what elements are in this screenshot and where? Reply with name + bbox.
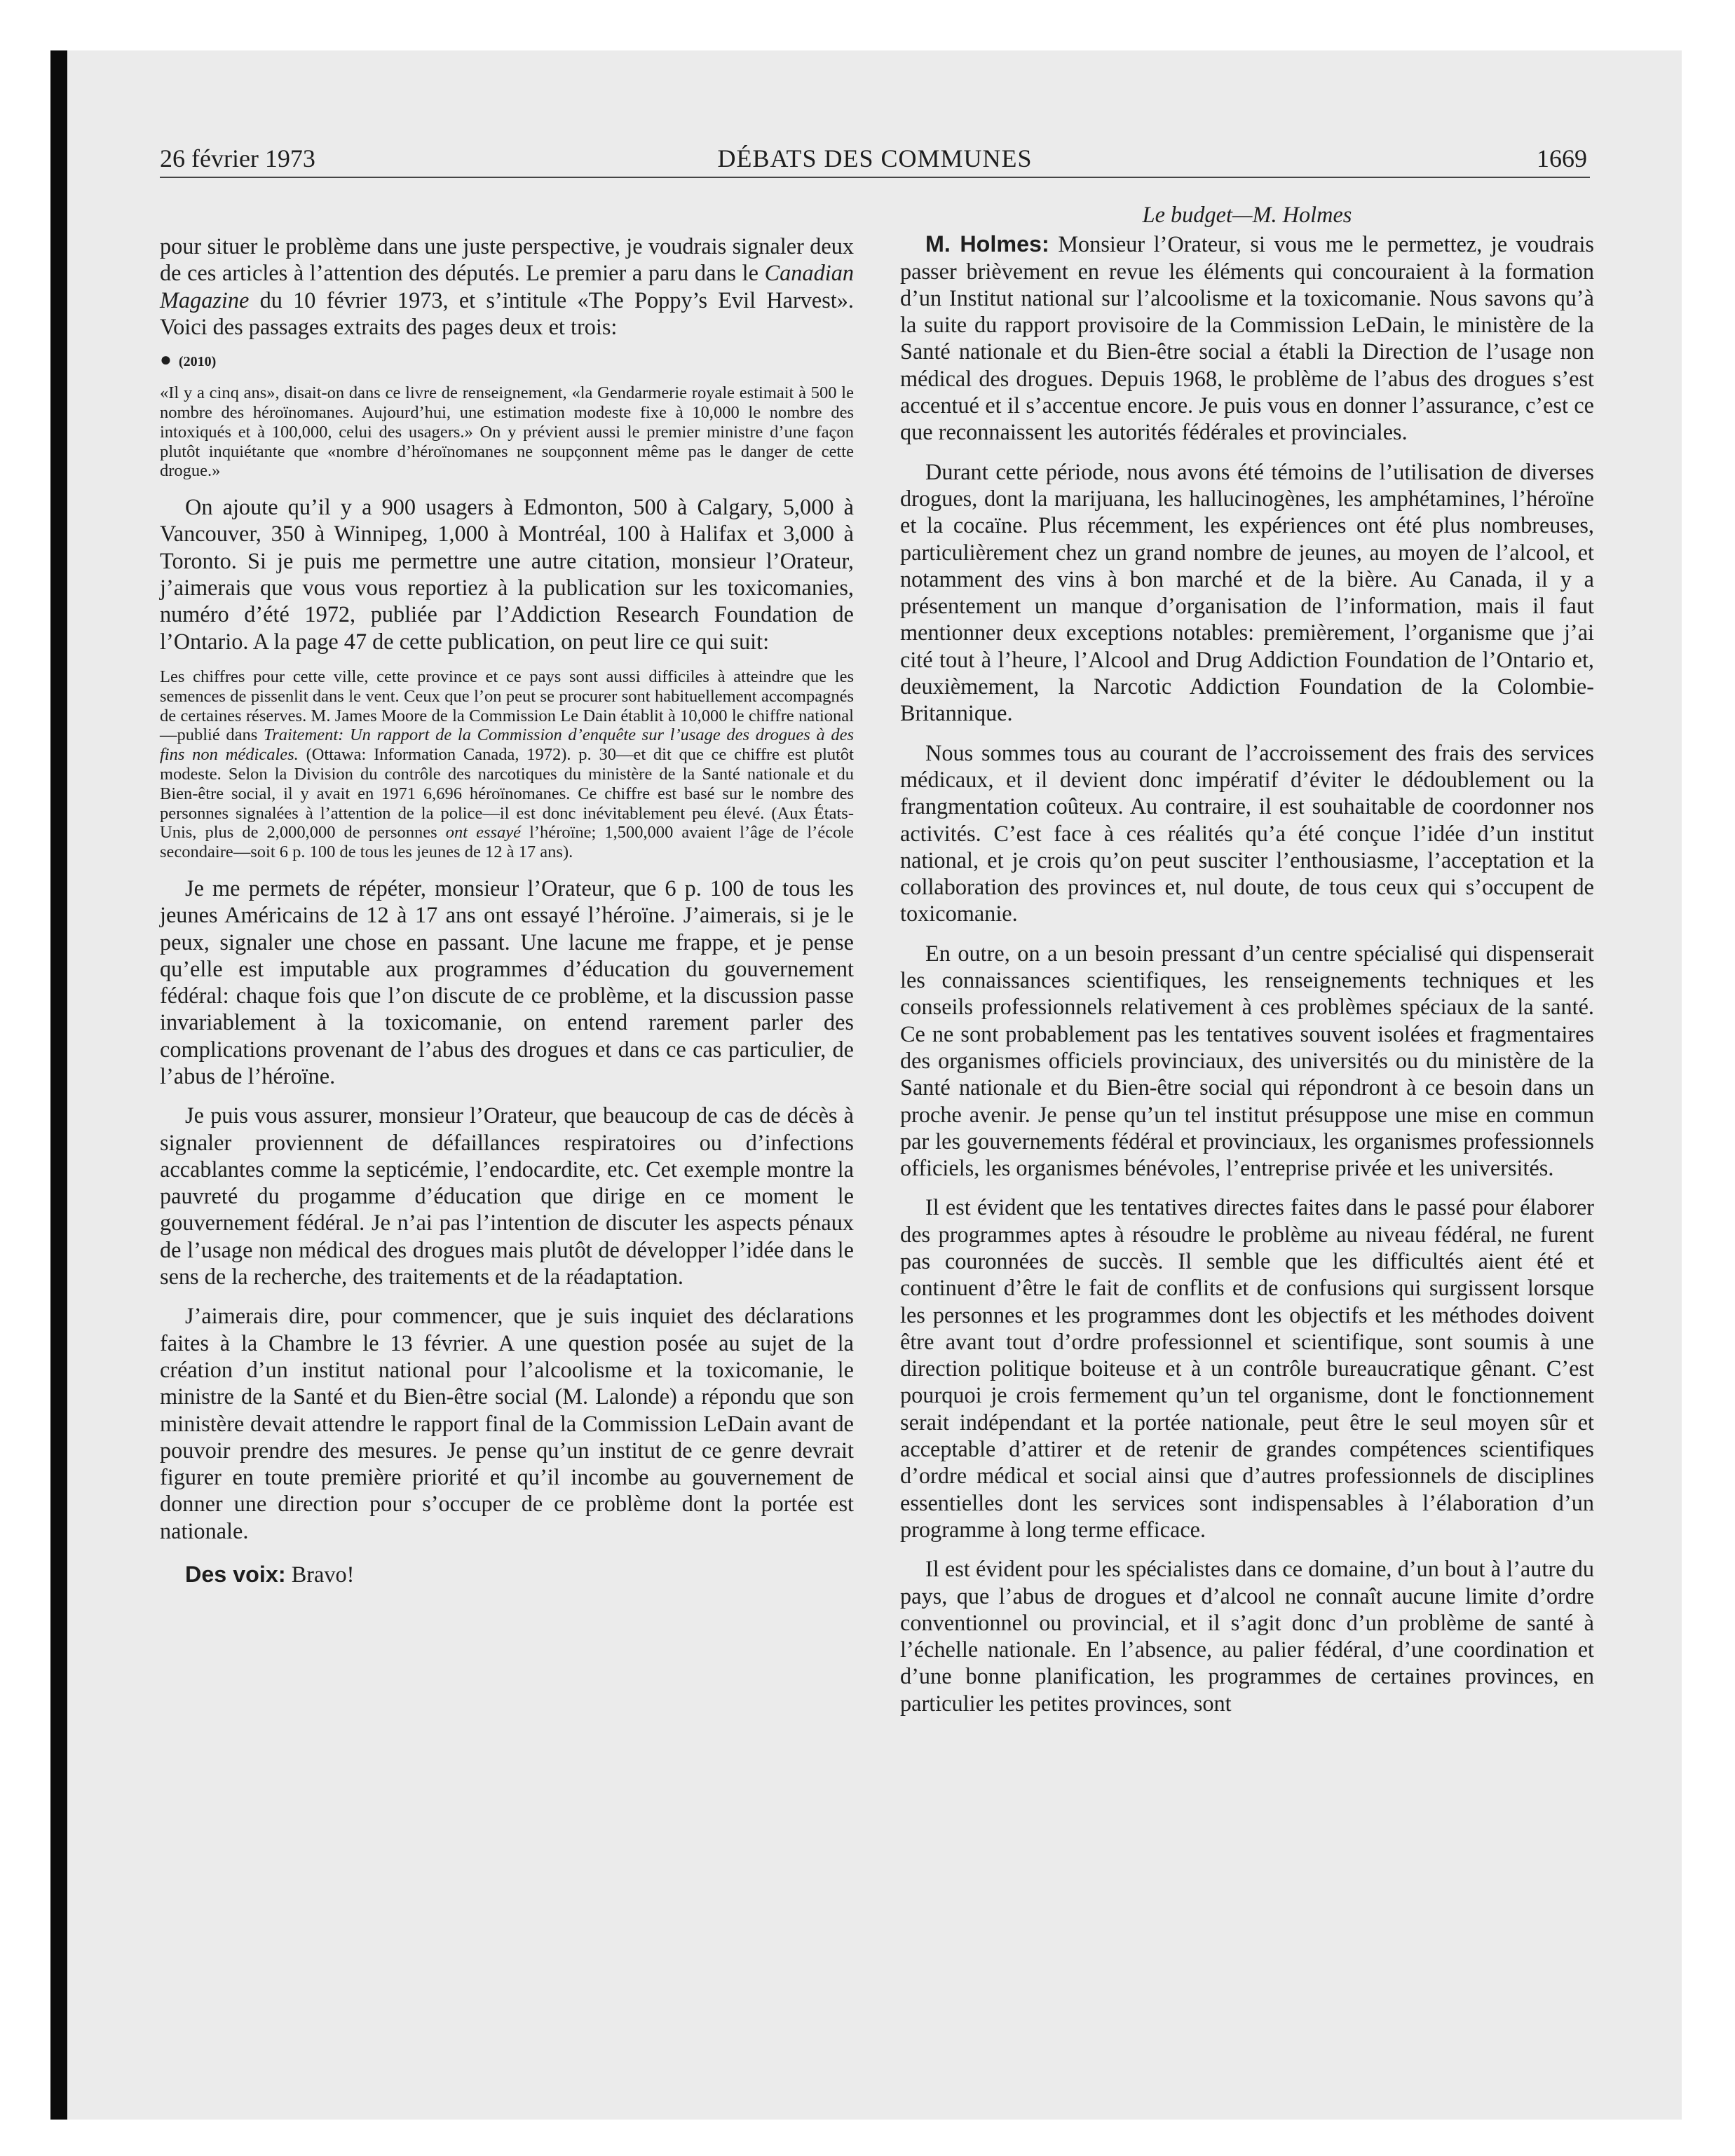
paragraph: pour situer le problème dans une juste perspective, je voudrais signaler deux de ces articles à l’attention des députés. Le premier a paru dans le Canadian Magazine du 10 février 1973, et s’intitule «The Poppy’s Evil Harvest». Voici des passages extraits des pages deux et trois: bbox=[160, 233, 855, 339]
paragraph: Durant cette période, nous avons été témoins de l’utilisation de diverses drogues, dont la marijuana, les hallucinogènes, les amphétamines, l’héroïne et la cocaïne. Plus récemment, les expériences ont été plus nombreuses, particulièrement chez un grand nombre de jeunes, au moyen de l’alcool, et notamment des vins à bon marché et de la bière. Au Canada, il y a présentement un manque d’organisation de l’information, mais il faut mentionner deux exceptions notables: premièrement, l’organisme que j’ai cité tout à l’heure, l’Alcool and Drug Addiction Foundation de l’Ontario et, deuxièmement, la Narcotic Addiction Foundation de la Colombie-Britannique. bbox=[900, 458, 1594, 726]
paragraph: En outre, on a un besoin pressant d’un centre spécialisé qui dispenserait les connaissances scientifiques, les renseignements techniques et les conseils professionnels relativement à ces problèmes spéciaux de la santé. Ce ne sont probablement pas les tentatives souvent isolées et fragmentaires des organismes officiels provinciaux, des universités ou du ministère de la Santé nationale et du Bien-être social qui répondront à ce besoin dans un proche avenir. Je pense qu’un tel institut présuppose une mise en commun par les gouvernements fédéral et provinciaux, les organismes professionnels officiels, les organismes bénévoles, l’entreprise privée et les universités. bbox=[900, 940, 1594, 1181]
left-column bbox=[160, 233, 854, 1588]
paragraph: Nous sommes tous au courant de l’accroissement des frais des services médicaux, et il devient donc impératif d’éviter le dédoublement ou la frangmentation coûteux. Au contraire, il est souhaitable de coordonner nos activités. C’est face à ces réalités qu’a été conçue l’idée d’un institut national, et je crois qu’on peut susciter l’enthousiasme, l’acceptation et la collaboration des provinces et, nul doute, de tous ceux qui s’occupent de toxicomanie. bbox=[900, 739, 1594, 927]
paragraph: M. Holmes: Monsieur l’Orateur, si vous me le permettez, je voudrais passer brièvement en revue les éléments qui concouraient à la formation d’un Institut national sur l’alcoolisme et la toxicomanie. Nous savons qu’à la suite du rapport provisoire de la Commission LeDain, le ministère de la Santé nationale et du Bien-être social a établi la Direction de l’usage non médical des drogues. Depuis 1968, le problème de l’abus des drogues s’est accentué et il s’accentue encore. Je puis vous en donner l’assurance, c’est ce que reconnaissent les autorités fédérales et provinciales. bbox=[900, 231, 1594, 445]
scan-edge-bar bbox=[50, 50, 67, 2120]
running-head: Le budget—M. Holmes bbox=[1142, 202, 1352, 227]
header-title: DÉBATS DES COMMUNES bbox=[717, 144, 1033, 172]
paragraph: Il est évident pour les spécialistes dans ce domaine, d’un bout à l’autre du pays, que l’abus de drogues et d’alcool ne connaît aucune limite d’ordre conventionnel ou provincial, et il s’agit donc d’un problème de santé à l’échelle nationale. En l’absence, au palier fédéral, d’une coordination et d’une bonne planification, les programmes de certaines provinces, en particulier les petites provinces, sont bbox=[900, 1556, 1594, 1716]
page-header bbox=[160, 143, 1590, 178]
header-page-number: 1669 bbox=[1537, 144, 1587, 172]
interjection: Des voix: Bravo! bbox=[185, 1562, 355, 1588]
block-quote: «Il y a cinq ans», disait-on dans ce livre de renseignement, «la Gendarmerie royale estimait à 500 le nombre des héroïnomanes. Aujourd’hui, une estimation modeste fixe à 10,000 le nombre des intoxiqués et à 100,000, celui des usagers.» On y prévient aussi le premier ministre d’une façon plutôt inquiétante que «nombre d’héroïnomanes ne soupçonnent même pas le danger de cette drogue.» bbox=[160, 383, 854, 481]
right-column bbox=[900, 201, 1594, 1717]
paragraph: J’aimerais dire, pour commencer, que je suis inquiet des déclarations faites à la Chambre le 13 février. A une question posée au sujet de la création d’un institut national pour l’alcoolisme et la toxicomanie, le ministre de la Santé et du Bien-être social (M. Lalonde) a répondu que son ministère devait attendre le rapport final de la Commission LeDain avant de pouvoir prendre des mesures. Je pense qu’un institut de ce genre devrait figurer en toute première priorité et qu’il incombe au gouvernement de donner une direction pour s’occuper de ce problème dont la portée est nationale. bbox=[160, 1303, 854, 1543]
paragraph: Je me permets de répéter, monsieur l’Orateur, que 6 p. 100 de tous les jeunes Américains de 12 à 17 ans ont essayé l’héroïne. J’aimerais, si je le peux, signaler une chose en passant. Une lacune me frappe, et je pense qu’elle est imputable aux programmes d’éducation du gouvernement fédéral: chaque fois que l’on discute de ce problème, et la discussion passe invariablement à la toxicomanie, on entend rarement parler des complications provenant de l’abus des drogues et dans ce cas particulier, de l’abus de l’héroïne. bbox=[160, 875, 854, 1089]
paragraph: Je puis vous assurer, monsieur l’Orateur, que beaucoup de cas de décès à signaler proviennent de défaillances respiratoires ou d’infections accablantes comme la septicémie, l’endocardite, etc. Cet exemple montre la pauvreté du progamme d’éducation que dirige en ce moment le gouvernement fédéral. Je n’ai pas l’intention de discuter les aspects pénaux de l’usage non médical des drogues mais plutôt de développer l’idée dans le sens de la recherche, des traitements et de la réadaptation. bbox=[160, 1103, 854, 1290]
time-marker: ● (2010) bbox=[160, 349, 217, 371]
paragraph: On ajoute qu’il y a 900 usagers à Edmonton, 500 à Calgary, 5,000 à Vancouver, 350 à Winnipeg, 1,000 à Montréal, 100 à Halifax et 3,000 à Toronto. Si je puis me permettre une autre citation, monsieur l’Orateur, j’aimerais que vous vous reportiez à la publication sur les toxicomanies, numéro d’été 1972, publiée par l’Addiction Research Foundation de l’Ontario. A la page 47 de cette publication, on peut lire ce qui suit: bbox=[160, 494, 854, 654]
bullet-icon: ● bbox=[160, 349, 172, 371]
speaker-name: M. Holmes: bbox=[925, 231, 1049, 257]
header-date: 26 février 1973 bbox=[160, 144, 315, 172]
paragraph: Il est évident que les tentatives directes faites dans le passé pour élaborer des programmes aptes à résoudre le problème au niveau fédéral, ne furent pas couronnées de succès. Il semble que les difficultés aient été et continuent d’être le fait de conflits et de confusions qui surgissent lorsque les personnes et les programmes dont les objectifs et les méthodes doivent être avant tout d’ordre professionnel et scientifique, sont soumis à une direction politique boiteuse et à un contrôle bureaucratique gênant. C’est pourquoi je crois fermement qu’un tel organisme, dont le fonctionnement serait indépendant et la portée nationale, peut être le seul moyen sûr et acceptable d’attirer et de retenir de grandes compétences scientifiques d’ordre médical et social ainsi que d’autres professionnels de disciplines essentielles dont les services sont indispensables à l’élaboration d’un programme à long terme efficace. bbox=[900, 1194, 1594, 1542]
block-quote: Les chiffres pour cette ville, cette province et ce pays sont aussi difficiles à atteindre que les semences de pissenlit dans le vent. Ceux que l’on peut se procurer sont habituellement accompagnés de certaines réserves. M. James Moore de la Commission Le Dain établit à 10,000 le chiffre national—publié dans Traitement: Un rapport de la Commission d’enquête sur l’usage des drogues à des fins non médicales. (Ottawa: Information Canada, 1972). p. 30—et dit que ce chiffre est plutôt modeste. Selon la Division du contrôle des narcotiques du ministère de la Santé nationale et du Bien-être social, il y avait en 1971 6,696 héroïnomanes. Ce chiffre est basé sur le nombre des personnes signalées à l’attention de la police—il est donc inévitablement peu élevé. (Aux États-Unis, plus de 2,000,000 de personnes ont essayé l’héroïne; 1,500,000 avaient l’âge de l’école secondaire—soit 6 p. 100 de tous les jeunes de 12 à 17 ans). bbox=[160, 667, 855, 862]
speaker-name: Des voix: bbox=[185, 1562, 286, 1588]
